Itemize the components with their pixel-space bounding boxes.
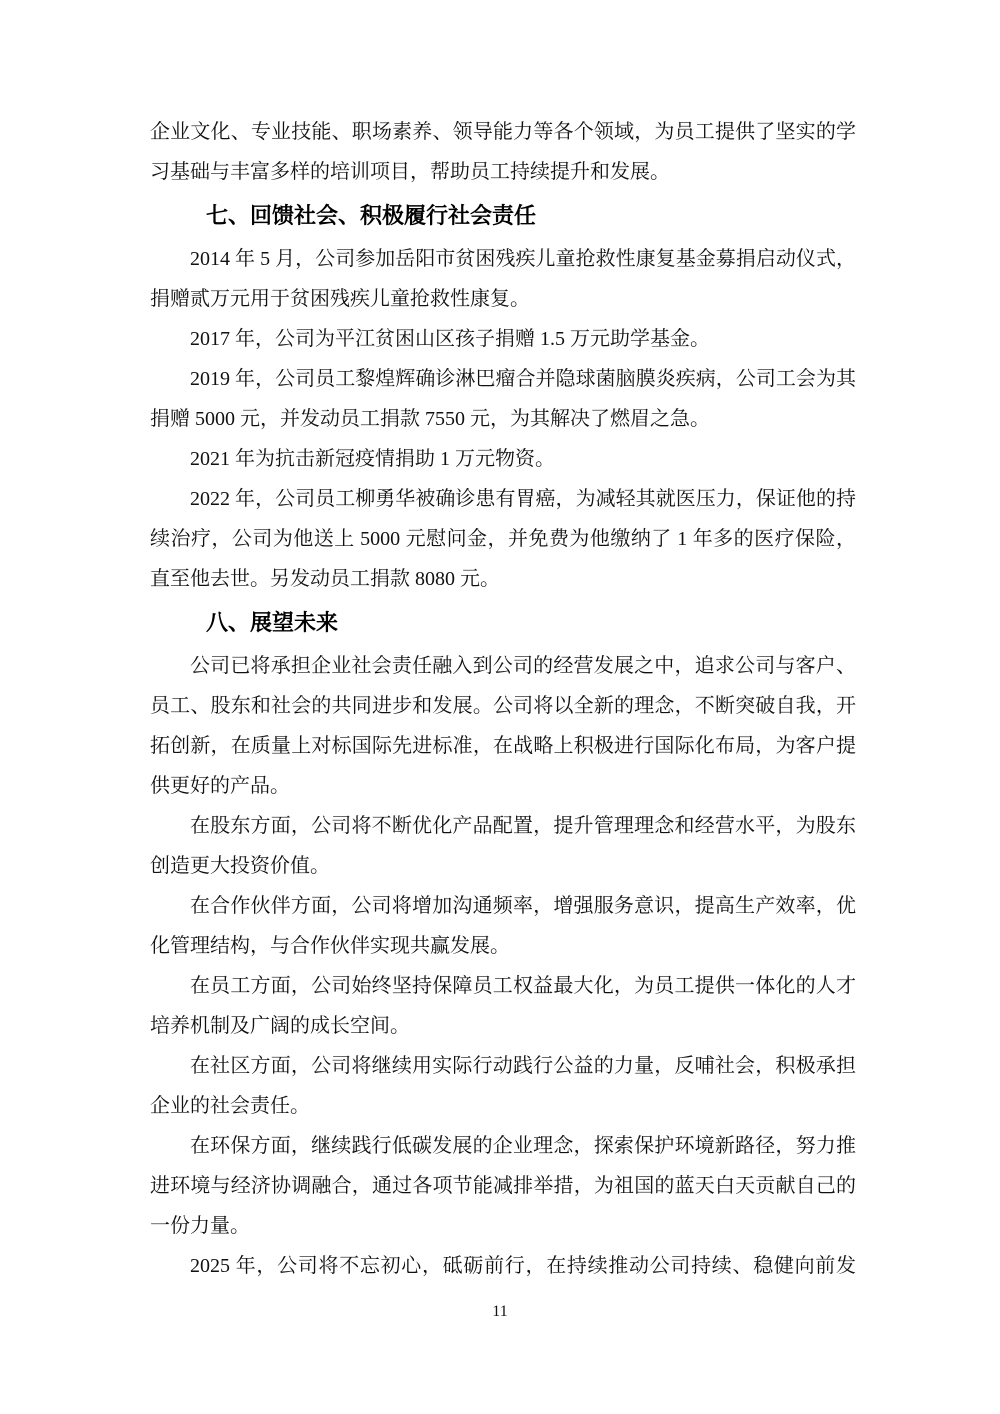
document-body bbox=[150, 112, 856, 1286]
paragraph: 在社区方面，公司将继续用实际行动践行公益的力量，反哺社会，积极承担企业的社会责任。 bbox=[150, 1055, 856, 1117]
section-heading: 七、回馈社会、积极履行社会责任 bbox=[206, 203, 537, 228]
paragraph: 在员工方面，公司始终坚持保障员工权益最大化，为员工提供一体化的人才培养机制及广阔的成长空间。 bbox=[150, 975, 856, 1037]
paragraph: 在合作伙伴方面，公司将增加沟通频率，增强服务意识，提高生产效率，优化管理结构，与合作伙伴实现共赢发展。 bbox=[150, 895, 856, 957]
paragraph: 2021 年为抗击新冠疫情捐助 1 万元物资。 bbox=[190, 448, 555, 470]
paragraph: 2022 年，公司员工柳勇华被确诊患有胃癌，为减轻其就医压力，保证他的持续治疗，公司为他送上 5000 元慰问金，并免费为他缴纳了 1 年多的医疗保险，直至他去世。另发动员工捐款 8080 元。 bbox=[150, 488, 856, 590]
paragraph: 2017 年，公司为平江贫困山区孩子捐赠 1.5 万元助学基金。 bbox=[190, 328, 710, 350]
paragraph: 2019 年，公司员工黎煌辉确诊淋巴瘤合并隐球菌脑膜炎疾病，公司工会为其捐赠 5000 元，并发动员工捐款 7550 元，为其解决了燃眉之急。 bbox=[150, 368, 856, 430]
paragraph: 公司已将承担企业社会责任融入到公司的经营发展之中，追求公司与客户、员工、股东和社会的共同进步和发展。公司将以全新的理念，不断突破自我，开拓创新，在质量上对标国际先进标准，在战略上积极进行国际化布局，为客户提供更好的产品。 bbox=[150, 655, 856, 797]
paragraph: 2014 年 5 月，公司参加岳阳市贫困残疾儿童抢救性康复基金募捐启动仪式，捐赠贰万元用于贫困残疾儿童抢救性康复。 bbox=[150, 248, 856, 310]
section-heading: 八、展望未来 bbox=[206, 610, 339, 635]
paragraph: 企业文化、专业技能、职场素养、领导能力等各个领域，为员工提供了坚实的学习基础与丰富多样的培训项目，帮助员工持续提升和发展。 bbox=[150, 121, 856, 183]
page-number: 11 bbox=[492, 1303, 508, 1320]
paragraph: 在股东方面，公司将不断优化产品配置，提升管理理念和经营水平，为股东创造更大投资价值。 bbox=[150, 815, 856, 877]
page-footer bbox=[0, 1303, 1000, 1321]
paragraph: 在环保方面，继续践行低碳发展的企业理念，探索保护环境新路径，努力推进环境与经济协调融合，通过各项节能减排举措，为祖国的蓝天白天贡献自己的一份力量。 bbox=[150, 1135, 856, 1237]
paragraph: 2025 年，公司将不忘初心，砥砺前行，在持续推动公司持续、稳健向前发 bbox=[190, 1255, 856, 1277]
